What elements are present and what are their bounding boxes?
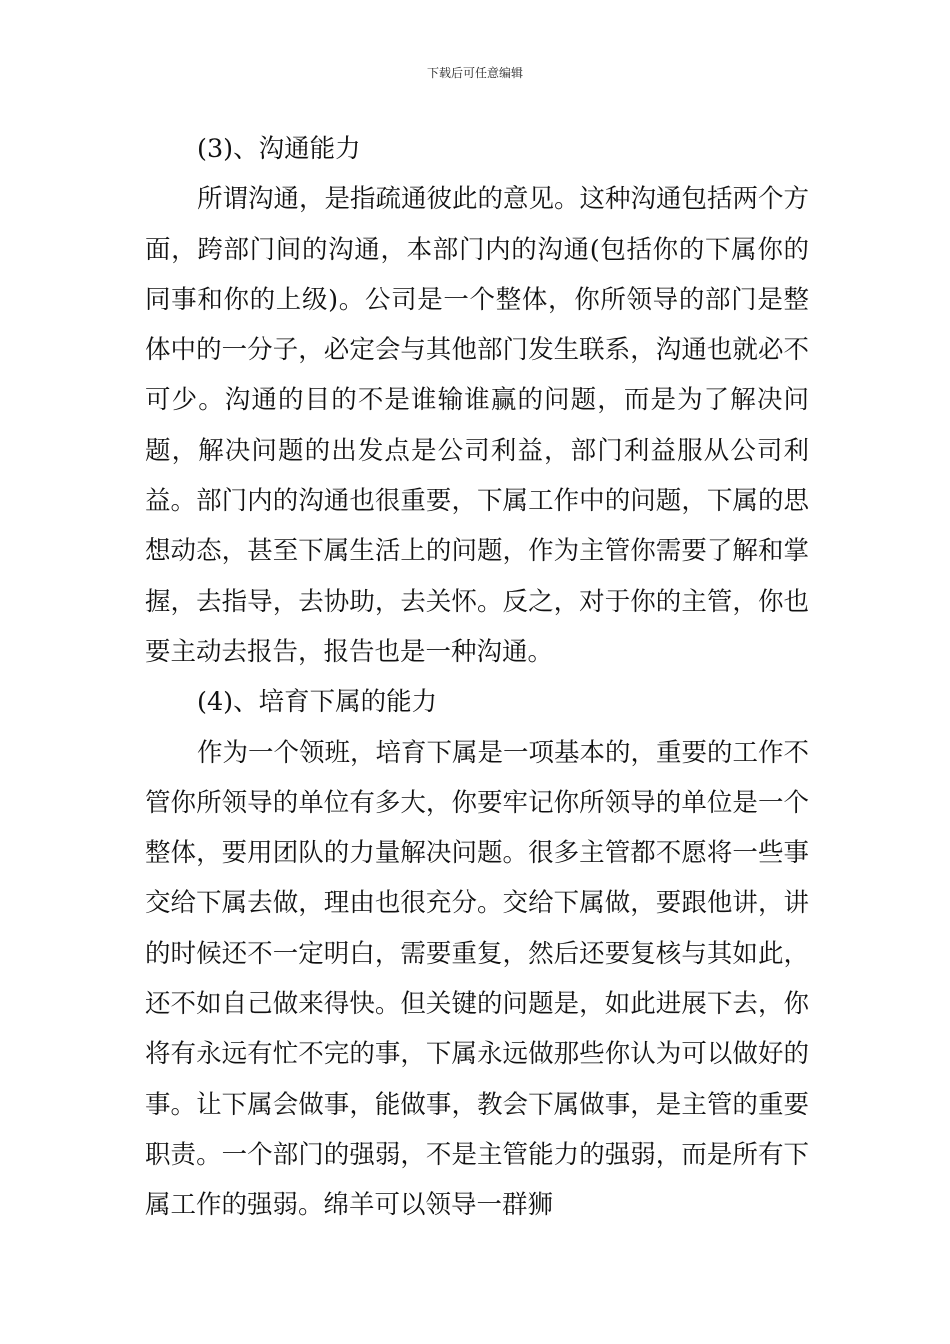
- paragraph-training-subordinates: 作为一个领班，培育下属是一项基本的，重要的工作不管你所领导的单位有多大，你要牢记你所领导的单位是一个整体，要用团队的力量解决问题。很多主管都不愿将一些事交给下属去做，理由也很充分。交给下属做，要跟他讲，讲的时候还不一定明白，需要重复，然后还要复核与其如此，还不如自己做来得快。但关键的问题是，如此进展下去，你将有永远有忙不完的事，下属永远做那些你认为可以做好的事。让下属会做事，能做事，教会下属做事，是主管的重要职责。一个部门的强弱，不是主管能力的强弱，而是所有下属工作的强弱。绵羊可以领导一群狮: [145, 737, 810, 1221]
- page-header: 下载后可任意编辑: [426, 66, 523, 80]
- document-body: [145, 124, 809, 1231]
- section-heading-communication: (3)、沟通能力: [197, 134, 361, 164]
- paragraph-communication: 所谓沟通，是指疏通彼此的意见。这种沟通包括两个方面，跨部门间的沟通，本部门内的沟通(包括你的下属你的同事和你的上级)。公司是一个整体，你所领导的部门是整体中的一分子，必定会与其他部门发生联系，沟通也就必不可少。沟通的目的不是谁输谁赢的问题，而是为了解决问题，解决问题的出发点是公司利益，部门利益服从公司利益。部门内的沟通也很重要，下属工作中的问题，下属的思想动态，甚至下属生活上的问题，作为主管你需要了解和掌握，去指导，去协助，去关怀。反之，对于你的主管，你也要主动去报告，报告也是一种沟通。: [145, 184, 810, 667]
- section-heading-training-subordinates: (4)、培育下属的能力: [197, 687, 438, 718]
